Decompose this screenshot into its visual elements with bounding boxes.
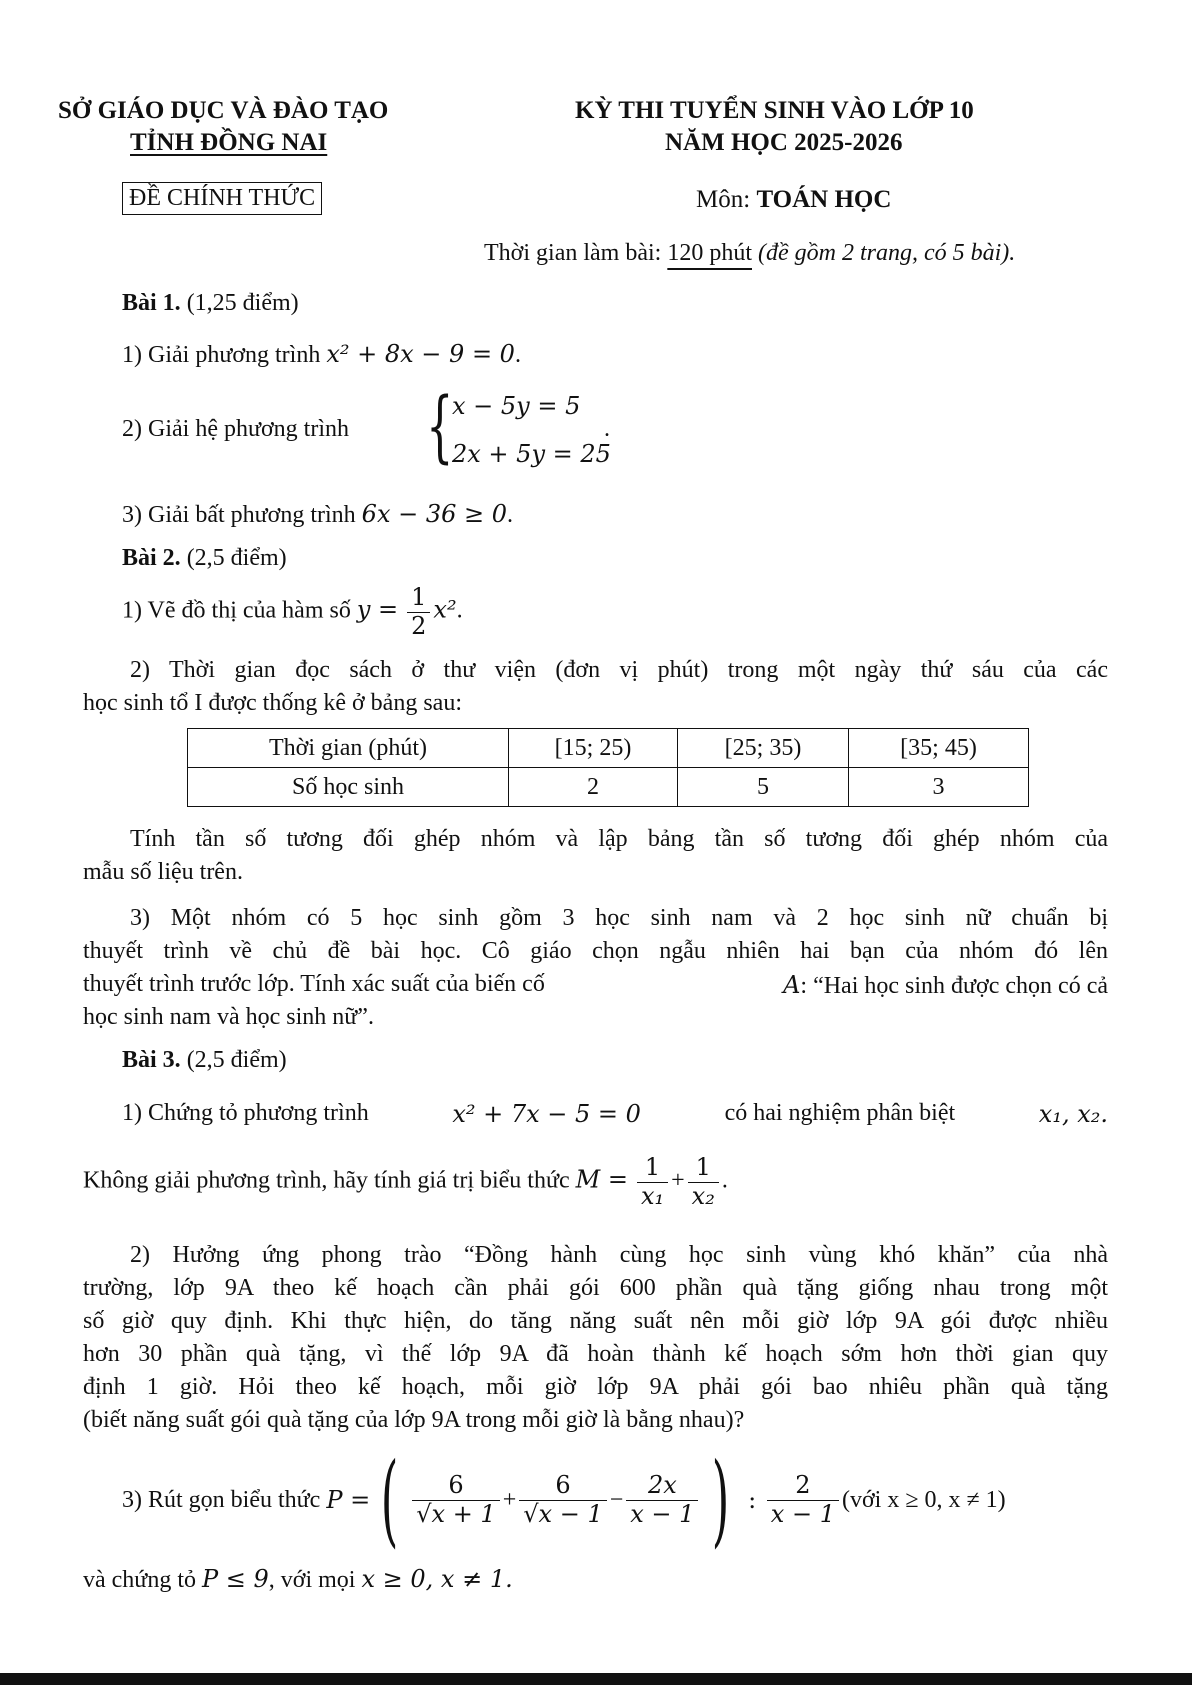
bai2-q3-line4: học sinh nam và học sinh nữ”. xyxy=(83,1004,374,1030)
time-value: 120 phút xyxy=(667,240,752,266)
table-cell-count: 3 xyxy=(849,768,1029,807)
fraction-numerator: 6 xyxy=(519,1472,606,1501)
fraction-2x-over-x-minus-1 xyxy=(626,1472,698,1528)
bai3-q1-line1 xyxy=(122,1100,1108,1128)
fraction-1-over-x2 xyxy=(688,1154,719,1210)
expression-M: M = xyxy=(575,1165,628,1194)
bai3-q1-part2: có hai nghiệm phân biệt xyxy=(724,1100,956,1126)
fraction-2-over-x-minus-1 xyxy=(767,1472,839,1528)
bai2-title: Bài 2. xyxy=(122,545,181,571)
right-paren: ) xyxy=(712,1441,730,1558)
subject-label: Môn: xyxy=(696,186,751,213)
bai3-q3-line1: 3) Rút gọn biểu thức P = ( $\frac{6}{√x + 1}$ + $\frac{6}{√x - 1}$ − $\frac{2x}{x - 1}$ ) : $\frac{2}{x - 1}$ (với x ≥ 0, x ≠ 1) xyxy=(122,1441,1006,1558)
bai1-q2-eq1: x − 5y = 5 xyxy=(452,392,581,420)
table-cell-interval: [15; 25) xyxy=(509,729,678,768)
bai2-points: (2,5 điểm) xyxy=(186,545,287,571)
fraction-denominator: √x + 1 xyxy=(416,1499,496,1528)
bai3-q1-line2-text: Không giải phương trình, hãy tính giá trị biểu thức xyxy=(83,1167,570,1194)
fraction-denominator: √x − 1 xyxy=(523,1499,603,1528)
bai2-q3-line3a: thuyết trình trước lớp. Tính xác suất của biến cố xyxy=(83,971,545,997)
bai2-q3-line2: thuyết trình về chủ đề bài học. Cô giáo chọn ngẫu nhiên hai bạn của nhóm đó lên xyxy=(83,938,1108,964)
bai1-q1: 1) Giải phương trình x² + 8x − 9 = 0. xyxy=(122,340,521,368)
department-line2: TỈNH ĐỒNG NAI xyxy=(130,129,328,156)
fraction-numerator: 6 xyxy=(412,1472,499,1501)
bai3-q2-line5: định 1 giờ. Hỏi theo kế hoạch, mỗi giờ lớp 9A phải gói bao nhiêu phần quà tặng xyxy=(83,1374,1108,1400)
left-paren: ( xyxy=(380,1441,399,1558)
fraction-6-over-sqrtx-minus-1 xyxy=(519,1472,606,1528)
bai1-title: Bài 1. xyxy=(122,290,181,316)
bai2-q2-after-line1: Tính tần số tương đối ghép nhóm và lập bảng tần số tương đối ghép nhóm của xyxy=(130,826,1108,852)
bai1-q3-text: 3) Giải bất phương trình xyxy=(122,502,356,528)
system-brace: { xyxy=(426,382,454,472)
bai1-q1-equation: x² + 8x − 9 = 0 xyxy=(326,340,515,368)
bai1-q1-text: 1) Giải phương trình xyxy=(122,342,321,368)
bai1-q2-eq2: 2x + 5y = 25 xyxy=(452,440,611,468)
bai1-heading xyxy=(122,290,299,317)
bai2-q1-rhs: x² xyxy=(433,595,457,624)
bai2-q2-line1: 2) Thời gian đọc sách ở thư viện (đơn vị phút) trong một ngày thứ sáu của các xyxy=(130,657,1108,683)
event-variable: A xyxy=(783,971,801,999)
bai2-q1-lhs: y = xyxy=(356,595,399,624)
bai1-q3-inequality: 6x − 36 ≥ 0 xyxy=(361,500,508,528)
fraction-numerator: 1 xyxy=(637,1154,668,1183)
bai3-q1-equation: x² + 7x − 5 = 0 xyxy=(452,1100,641,1128)
bai1-q3: 3) Giải bất phương trình 6x − 36 ≥ 0. xyxy=(122,500,514,528)
fraction-denominator: x₂ xyxy=(691,1181,715,1210)
bai3-q1-part1: 1) Chứng tỏ phương trình xyxy=(122,1100,369,1126)
table-header-time: Thời gian (phút) xyxy=(188,729,509,768)
fraction-denominator: x − 1 xyxy=(770,1499,835,1528)
table-row xyxy=(188,729,1029,768)
bai3-q3-line2 xyxy=(83,1565,513,1594)
bai2-q2-after-line2: mẫu số liệu trên. xyxy=(83,859,243,885)
table-row xyxy=(188,768,1029,807)
official-stamp: ĐỀ CHÍNH THỨC xyxy=(122,182,322,215)
table-header-count: Số học sinh xyxy=(188,768,509,807)
bai2-q1-text: 1) Vẽ đồ thị của hàm số xyxy=(122,597,351,624)
bai3-q3-line2-inequality: P ≤ 9 xyxy=(201,1565,269,1593)
fraction-denominator: x₁ xyxy=(640,1181,665,1210)
bai1-q2-text: 2) Giải hệ phương trình xyxy=(122,416,349,442)
bai3-q3-line2-condition: x ≥ 0, x ≠ 1. xyxy=(361,1565,513,1593)
frequency-table xyxy=(187,728,1029,807)
bai2-q3-line3b: : “Hai học sinh được chọn có cả xyxy=(800,973,1108,999)
department-line1: SỞ GIÁO DỤC VÀ ĐÀO TẠO xyxy=(58,97,389,124)
fraction-1-over-x1 xyxy=(637,1154,668,1210)
half-fraction xyxy=(407,584,430,640)
bai3-q1-line2: Không giải phương trình, hãy tính giá trị biểu thức M = $\frac{1}{\text{x₁}}$ + $\frac{1}{\text{x₂}}$ . xyxy=(83,1153,728,1210)
fraction-numerator: 2x xyxy=(626,1472,698,1501)
exam-title: KỲ THI TUYỂN SINH VÀO LỚP 10 xyxy=(575,97,974,124)
fraction-6-over-sqrtx-plus-1 xyxy=(412,1472,499,1528)
bai3-q2-line1: 2) Hưởng ứng phong trào “Đồng hành cùng học sinh vùng khó khăn” của nhà xyxy=(130,1242,1108,1268)
fraction-numerator: 2 xyxy=(767,1472,839,1501)
bai3-q3-text: 3) Rút gọn biểu thức xyxy=(122,1486,321,1513)
bai3-q3-line2a: và chứng tỏ xyxy=(83,1567,196,1593)
bai3-q2-line2: trường, lớp 9A theo kế hoạch cần phải gói 600 phần quà tặng giống nhau trong một xyxy=(83,1275,1108,1301)
subject-value: TOÁN HỌC xyxy=(756,186,892,213)
time-line xyxy=(484,240,1015,267)
bai3-q2-line6: (biết năng suất gói quà tặng của lớp 9A trong mỗi giờ là bằng nhau)? xyxy=(83,1407,745,1433)
time-label: Thời gian làm bài: xyxy=(484,240,662,266)
table-cell-interval: [35; 45) xyxy=(849,729,1029,768)
half-numerator: 1 xyxy=(407,584,430,613)
bai3-heading xyxy=(122,1047,287,1074)
bai2-q1: 1) Vẽ đồ thị của hàm số y = $\frac{1}{2}$ x². xyxy=(122,583,463,640)
table-cell-count: 5 xyxy=(678,768,849,807)
bai2-q3-line1: 3) Một nhóm có 5 học sinh gồm 3 học sinh nam và 2 học sinh nữ chuẩn bị xyxy=(130,905,1108,931)
bai3-title: Bài 3. xyxy=(122,1047,181,1073)
bai3-q1-roots: x₁, x₂. xyxy=(1038,1100,1108,1128)
bai3-points: (2,5 điểm) xyxy=(186,1047,287,1073)
bai3-q3-condition: (với x ≥ 0, x ≠ 1) xyxy=(841,1486,1006,1513)
bai1-points: (1,25 điểm) xyxy=(186,290,299,316)
school-year: NĂM HỌC 2025-2026 xyxy=(665,129,903,156)
time-note: (đề gồm 2 trang, có 5 bài). xyxy=(758,240,1016,266)
bai3-q2-line3: số giờ quy định. Khi thực hiện, do tăng năng suất nên mỗi giờ lớp 9A gói được nhiều xyxy=(83,1308,1108,1334)
bai2-heading xyxy=(122,545,287,572)
bottom-scan-edge xyxy=(0,1673,1192,1685)
bai2-q3-line3 xyxy=(83,971,1108,1000)
bai3-q2-line4: hơn 30 phần quà tặng, vì thế lớp 9A đã hoàn thành kế hoạch sớm hơn thời gian quy xyxy=(83,1341,1108,1367)
fraction-numerator: 1 xyxy=(688,1154,719,1183)
bai2-q2-line2: học sinh tổ I được thống kê ở bảng sau: xyxy=(83,690,462,716)
table-cell-count: 2 xyxy=(509,768,678,807)
bai3-q3-line2b: , với mọi xyxy=(268,1567,356,1593)
expression-P: P = xyxy=(326,1486,371,1514)
table-cell-interval: [25; 35) xyxy=(678,729,849,768)
half-denominator: 2 xyxy=(411,611,427,640)
fraction-denominator: x − 1 xyxy=(630,1499,695,1528)
subject-line xyxy=(696,186,891,214)
